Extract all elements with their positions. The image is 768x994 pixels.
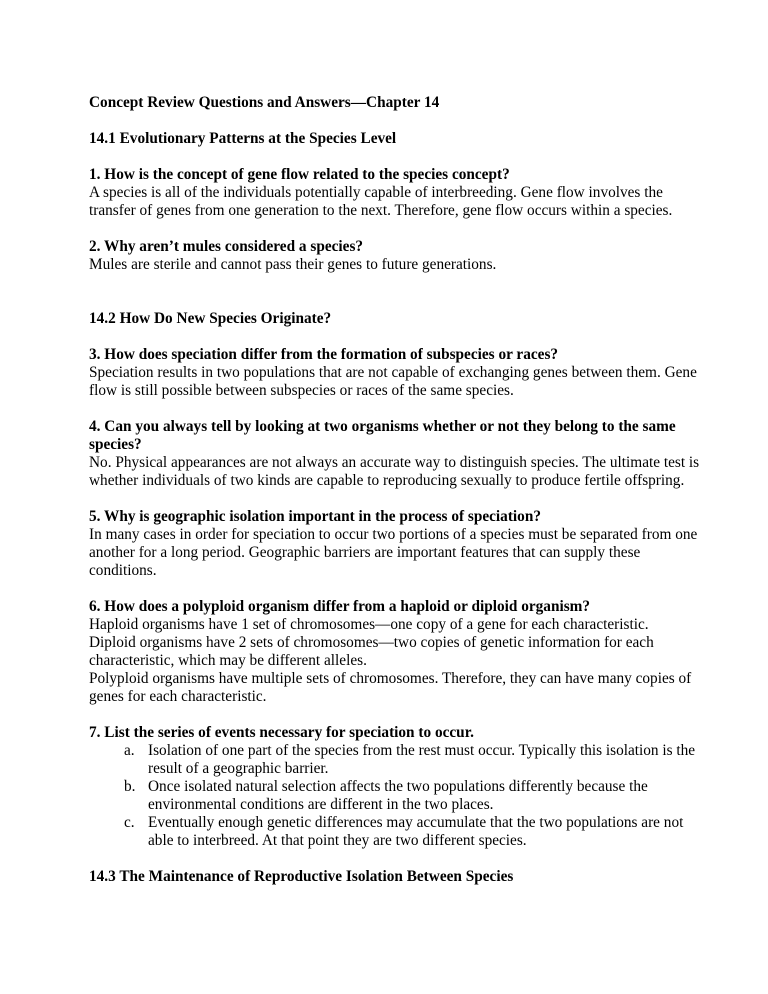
- question-7: 7. List the series of events necessary for speciation to occur.: [89, 724, 474, 741]
- answer-2: Mules are sterile and cannot pass their genes to future generations.: [89, 256, 497, 273]
- list-item-text: Eventually enough genetic differences may accumulate that the two populations are not able to interbreed. At that point they are two different species.: [148, 814, 684, 849]
- list-item-text: Once isolated natural selection affects the two populations differently because the environmental conditions are different in the two places.: [148, 778, 648, 813]
- speciation-events-list: [89, 742, 709, 850]
- qa-item-4: [89, 418, 709, 490]
- list-item: [89, 814, 709, 850]
- answer-6-diploid: Diploid organisms have 2 sets of chromosomes—two copies of genetic information for each characteristic, which may be different alleles.: [89, 634, 654, 669]
- list-item: [89, 742, 709, 778]
- qa-item-1: [89, 166, 709, 220]
- section-heading-14-3: 14.3 The Maintenance of Reproductive Isolation Between Species: [89, 868, 514, 885]
- list-marker: b.: [124, 778, 136, 795]
- answer-5: In many cases in order for speciation to occur two portions of a species must be separated from one another for a long period. Geographic barriers are important features that can supply these conditions.: [89, 526, 698, 579]
- qa-item-3: [89, 346, 709, 400]
- answer-6-haploid: Haploid organisms have 1 set of chromosomes—one copy of a gene for each characteristic.: [89, 616, 649, 633]
- question-1: 1. How is the concept of gene flow related to the species concept?: [89, 166, 510, 183]
- document-title: Concept Review Questions and Answers—Chapter 14: [89, 94, 440, 111]
- question-3: 3. How does speciation differ from the formation of subspecies or races?: [89, 346, 559, 363]
- answer-4: No. Physical appearances are not always an accurate way to distinguish species. The ultimate test is whether individuals of two kinds are capable to reproducing sexually to produce fertile offspring.: [89, 454, 700, 489]
- qa-item-6: [89, 598, 709, 706]
- qa-item-2: [89, 238, 709, 274]
- list-item-text: Isolation of one part of the species from the rest must occur. Typically this isolation is the result of a geographic barrier.: [148, 742, 696, 777]
- qa-item-5: [89, 508, 709, 580]
- question-2: 2. Why aren’t mules considered a species?: [89, 238, 364, 255]
- list-marker: a.: [124, 742, 135, 759]
- question-4: 4. Can you always tell by looking at two organisms whether or not they belong to the same species?: [89, 418, 676, 453]
- list-marker: c.: [124, 814, 135, 831]
- list-item: [89, 778, 709, 814]
- question-6: 6. How does a polyploid organism differ from a haploid or diploid organism?: [89, 598, 591, 615]
- answer-6-polyploid: Polyploid organisms have multiple sets of chromosomes. Therefore, they can have many copies of genes for each characteristic.: [89, 670, 692, 705]
- question-5: 5. Why is geographic isolation important in the process of speciation?: [89, 508, 541, 525]
- document-page: [89, 94, 709, 886]
- answer-1: A species is all of the individuals potentially capable of interbreeding. Gene flow involves the transfer of genes from one generation to the next. Therefore, gene flow occurs within a species.: [89, 184, 673, 219]
- qa-item-7: [89, 724, 709, 850]
- answer-3: Speciation results in two populations that are not capable of exchanging genes between them. Gene flow is still possible between subspecies or races of the same species.: [89, 364, 697, 399]
- section-heading-14-1: 14.1 Evolutionary Patterns at the Species Level: [89, 130, 397, 147]
- section-heading-14-2: 14.2 How Do New Species Originate?: [89, 310, 332, 327]
